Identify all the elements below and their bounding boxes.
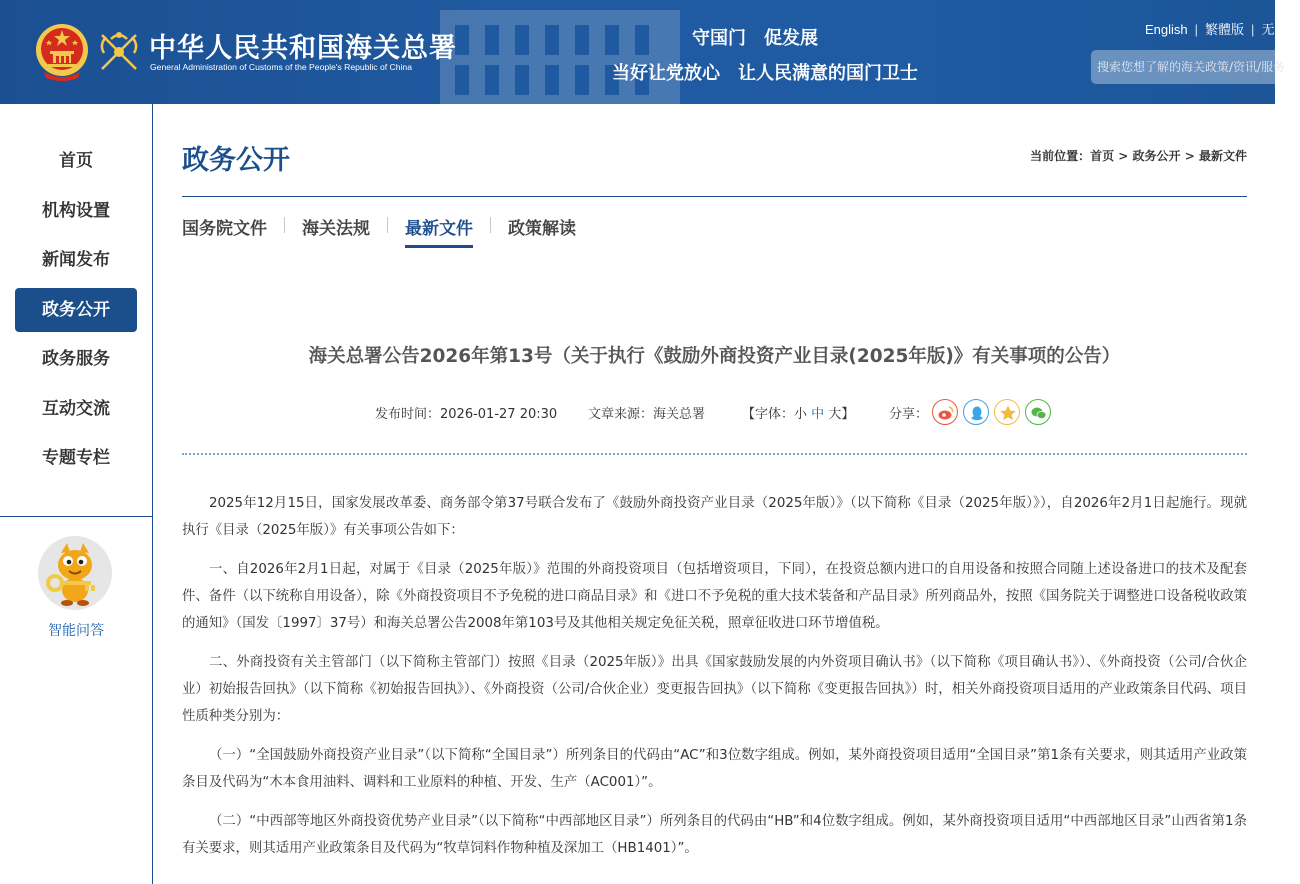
slogan-secondary: 当好让党放心 让人民满意的国门卫士: [612, 63, 918, 84]
national-emblem-icon: [34, 22, 90, 80]
site-title[interactable]: 中华人民共和国海关总署: [149, 33, 457, 64]
site-header: [0, 0, 1300, 104]
customs-logo-icon: [96, 27, 142, 75]
article-source: [588, 403, 705, 422]
article-paragraph: 2025年12月15日，国家发展改革委、商务部令第37号联合发布了《鼓励外商投资产业目录（2025年版）》（以下简称《目录（2025年版）》），自2026年2月1日起施行。现就执行《目录（2025年版）》有关事项公告如下：: [182, 496, 1247, 538]
breadcrumb: [1030, 147, 1247, 164]
nav-item-news[interactable]: 新闻发布: [42, 250, 110, 270]
lang-separator: |: [1194, 22, 1199, 37]
share-label: 分享：: [889, 407, 929, 422]
tab-separator: [284, 217, 285, 233]
tab-separator: [387, 217, 388, 233]
nav-item-topics[interactable]: 专题专栏: [42, 448, 110, 468]
tab-state-council-documents[interactable]: 国务院文件: [182, 219, 267, 239]
font-size-small[interactable]: 小: [794, 407, 808, 422]
nav-item-government-affairs[interactable]: 政务公开: [15, 288, 137, 332]
article-paragraph: （二）“中西部等地区外商投资优势产业目录”（以下简称“中西部地区目录”）所列条目的代码由“HB”和4位数字组成。例如，某外商投资项目适用“中西部地区目录”山西省第1条有关要求，则其适用产业政策条目及代码为“牧草饲料作物种植及深加工（HB1401）”。: [182, 814, 1247, 856]
breadcrumb-prefix: 当前位置：: [1030, 149, 1091, 163]
article-paragraph: （一）“全国鼓励外商投资产业目录”（以下简称“全国目录”）所列条目的代码由“AC”和3位数字组成。例如，某外商投资项目适用“全国目录”第1条有关要求，则其适用产业政策条目及代码为“木本食用油料、调料和工业原料的种植、开发、生产（AC001）”。: [182, 748, 1247, 790]
article-paragraph: 一、自2026年2月1日起，对属于《目录（2025年版）》范围的外商投资项目（包括增资项目，下同），在投资总额内进口的自用设备和按照合同随上述设备进口的技术及配套件、备件（以下统称自用设备），除《外商投资项目不予免税的进口商品目录》和《进口不予免税的重大技术装备和产品目录》所列商品外，按照《国务院关于调整进口设备税收政策的通知》（国发〔1997〕37号）和海关总署公告2008年第103号及其他相关规定免征关税，照章征收进口环节增值税。: [182, 562, 1247, 631]
tab-customs-regulations[interactable]: 海关法规: [302, 219, 370, 239]
left-nav: [0, 104, 153, 884]
source-label: 文章来源：: [588, 407, 654, 422]
weibo-icon[interactable]: [932, 399, 958, 425]
breadcrumb-separator: >: [1114, 149, 1133, 163]
sub-tabs: [182, 214, 576, 248]
nav-item-interaction[interactable]: 互动交流: [42, 399, 110, 419]
wechat-icon[interactable]: [1025, 399, 1051, 425]
font-size-medium[interactable]: 中: [811, 407, 825, 422]
article-paragraph: 二、外商投资有关主管部门（以下简称主管部门）按照《目录（2025年版）》出具《国家鼓励发展的内外资项目确认书》（以下简称《项目确认书》）、《外商投资（公司/合伙企业）初始报告回执》（以下简称《初始报告回执》）、《外商投资（公司/合伙企业）变更报告回执》（以下简称《变更报告回执》）时，相关外商投资项目适用的产业政策条目代码、项目性质种类分别为：: [182, 655, 1247, 724]
lang-separator: |: [1251, 22, 1255, 37]
font-size-control: [742, 403, 854, 422]
breadcrumb-latest-documents[interactable]: 最新文件: [1198, 149, 1247, 163]
breadcrumb-home[interactable]: 首页: [1090, 149, 1115, 163]
article-body: [182, 490, 1247, 874]
breadcrumb-separator: >: [1180, 149, 1199, 163]
sidebar-divider: [0, 516, 152, 517]
nav-item-organization[interactable]: 机构设置: [42, 201, 110, 221]
building-silhouette-icon: [430, 0, 690, 104]
font-size-suffix: 】: [841, 407, 855, 422]
slogan-primary: 守国门 促发展: [692, 28, 818, 49]
site-title-english: General Administration of Customs of the People's Republic of China: [150, 62, 412, 72]
qq-icon[interactable]: [963, 399, 989, 425]
tab-separator: [490, 217, 491, 233]
publish-label: 发布时间：: [375, 407, 441, 422]
assistant-link[interactable]: 智能问答: [48, 623, 104, 639]
site-search-input[interactable]: [1091, 50, 1291, 84]
language-links: [1145, 19, 1300, 38]
title-divider: [182, 196, 1247, 197]
tab-policy-interpretation[interactable]: 政策解读: [508, 219, 576, 239]
font-size-large[interactable]: 大: [828, 407, 842, 422]
nav-item-home[interactable]: 首页: [59, 151, 93, 171]
breadcrumb-government-affairs[interactable]: 政务公开: [1132, 149, 1181, 163]
publish-time: [375, 403, 557, 422]
page-title: 政务公开: [182, 145, 290, 176]
source-value: 海关总署: [653, 407, 706, 422]
article-title: 海关总署公告2026年第13号（关于执行《鼓励外商投资产业目录(2025年版)》有关事项的公告）: [308, 346, 1121, 367]
english-link[interactable]: English: [1145, 22, 1188, 37]
assistant-mascot-icon[interactable]: [37, 535, 113, 611]
traditional-chinese-link[interactable]: 繁體版: [1205, 22, 1245, 37]
qzone-icon[interactable]: [994, 399, 1020, 425]
font-size-prefix: 【字体：: [742, 407, 795, 422]
meta-divider: [182, 453, 1247, 455]
nav-item-services[interactable]: 政务服务: [42, 349, 110, 369]
accessibility-link[interactable]: 无障碍: [1261, 22, 1300, 37]
tab-latest-documents[interactable]: 最新文件: [405, 214, 473, 239]
publish-value: 2026-01-27 20:30: [440, 407, 558, 422]
